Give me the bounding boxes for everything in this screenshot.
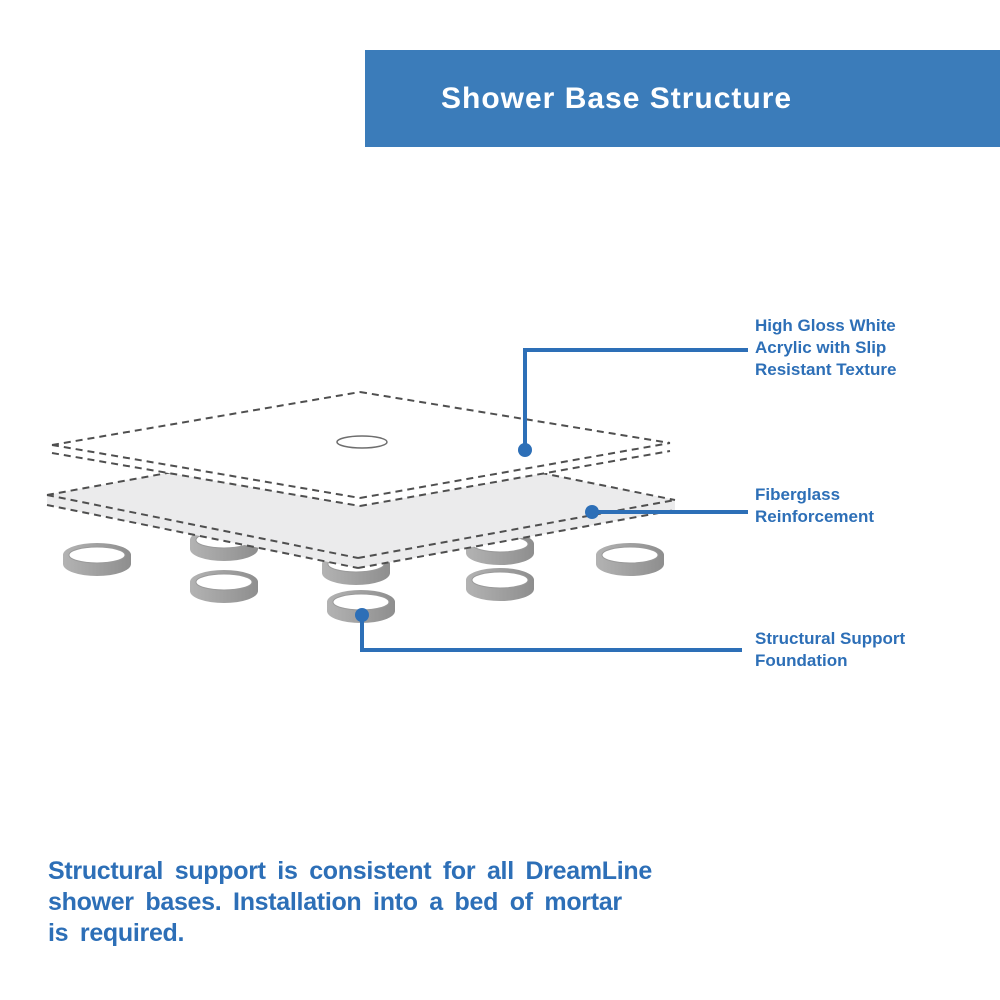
label-fiberglass-line2: Reinforcement xyxy=(755,507,875,526)
label-acrylic xyxy=(755,315,896,381)
label-acrylic-line3: Resistant Texture xyxy=(755,360,897,379)
label-acrylic-line1: High Gloss White xyxy=(755,316,896,335)
footer-note-line1: Structural support is consistent for all DreamLine xyxy=(48,857,653,885)
drain-hole xyxy=(337,436,387,448)
support-ring-front-right xyxy=(466,568,534,601)
label-fiberglass xyxy=(755,484,874,528)
footer-note-line2: shower bases. Installation into a bed of mortar xyxy=(48,888,622,916)
label-support-line2: Foundation xyxy=(755,651,848,670)
leader-support xyxy=(355,608,742,650)
label-support-line1: Structural Support xyxy=(755,629,906,648)
label-fiberglass-line1: Fiberglass xyxy=(755,485,841,504)
label-acrylic-line2: Acrylic with Slip xyxy=(755,338,887,357)
footer-note-line3: is required. xyxy=(48,919,185,947)
page-title: Shower Base Structure xyxy=(441,82,793,115)
footer-note xyxy=(48,856,652,949)
support-ring-far-right xyxy=(596,543,664,576)
label-support xyxy=(755,628,905,672)
support-ring-front-left xyxy=(190,570,258,603)
support-ring-far-left xyxy=(63,543,131,576)
